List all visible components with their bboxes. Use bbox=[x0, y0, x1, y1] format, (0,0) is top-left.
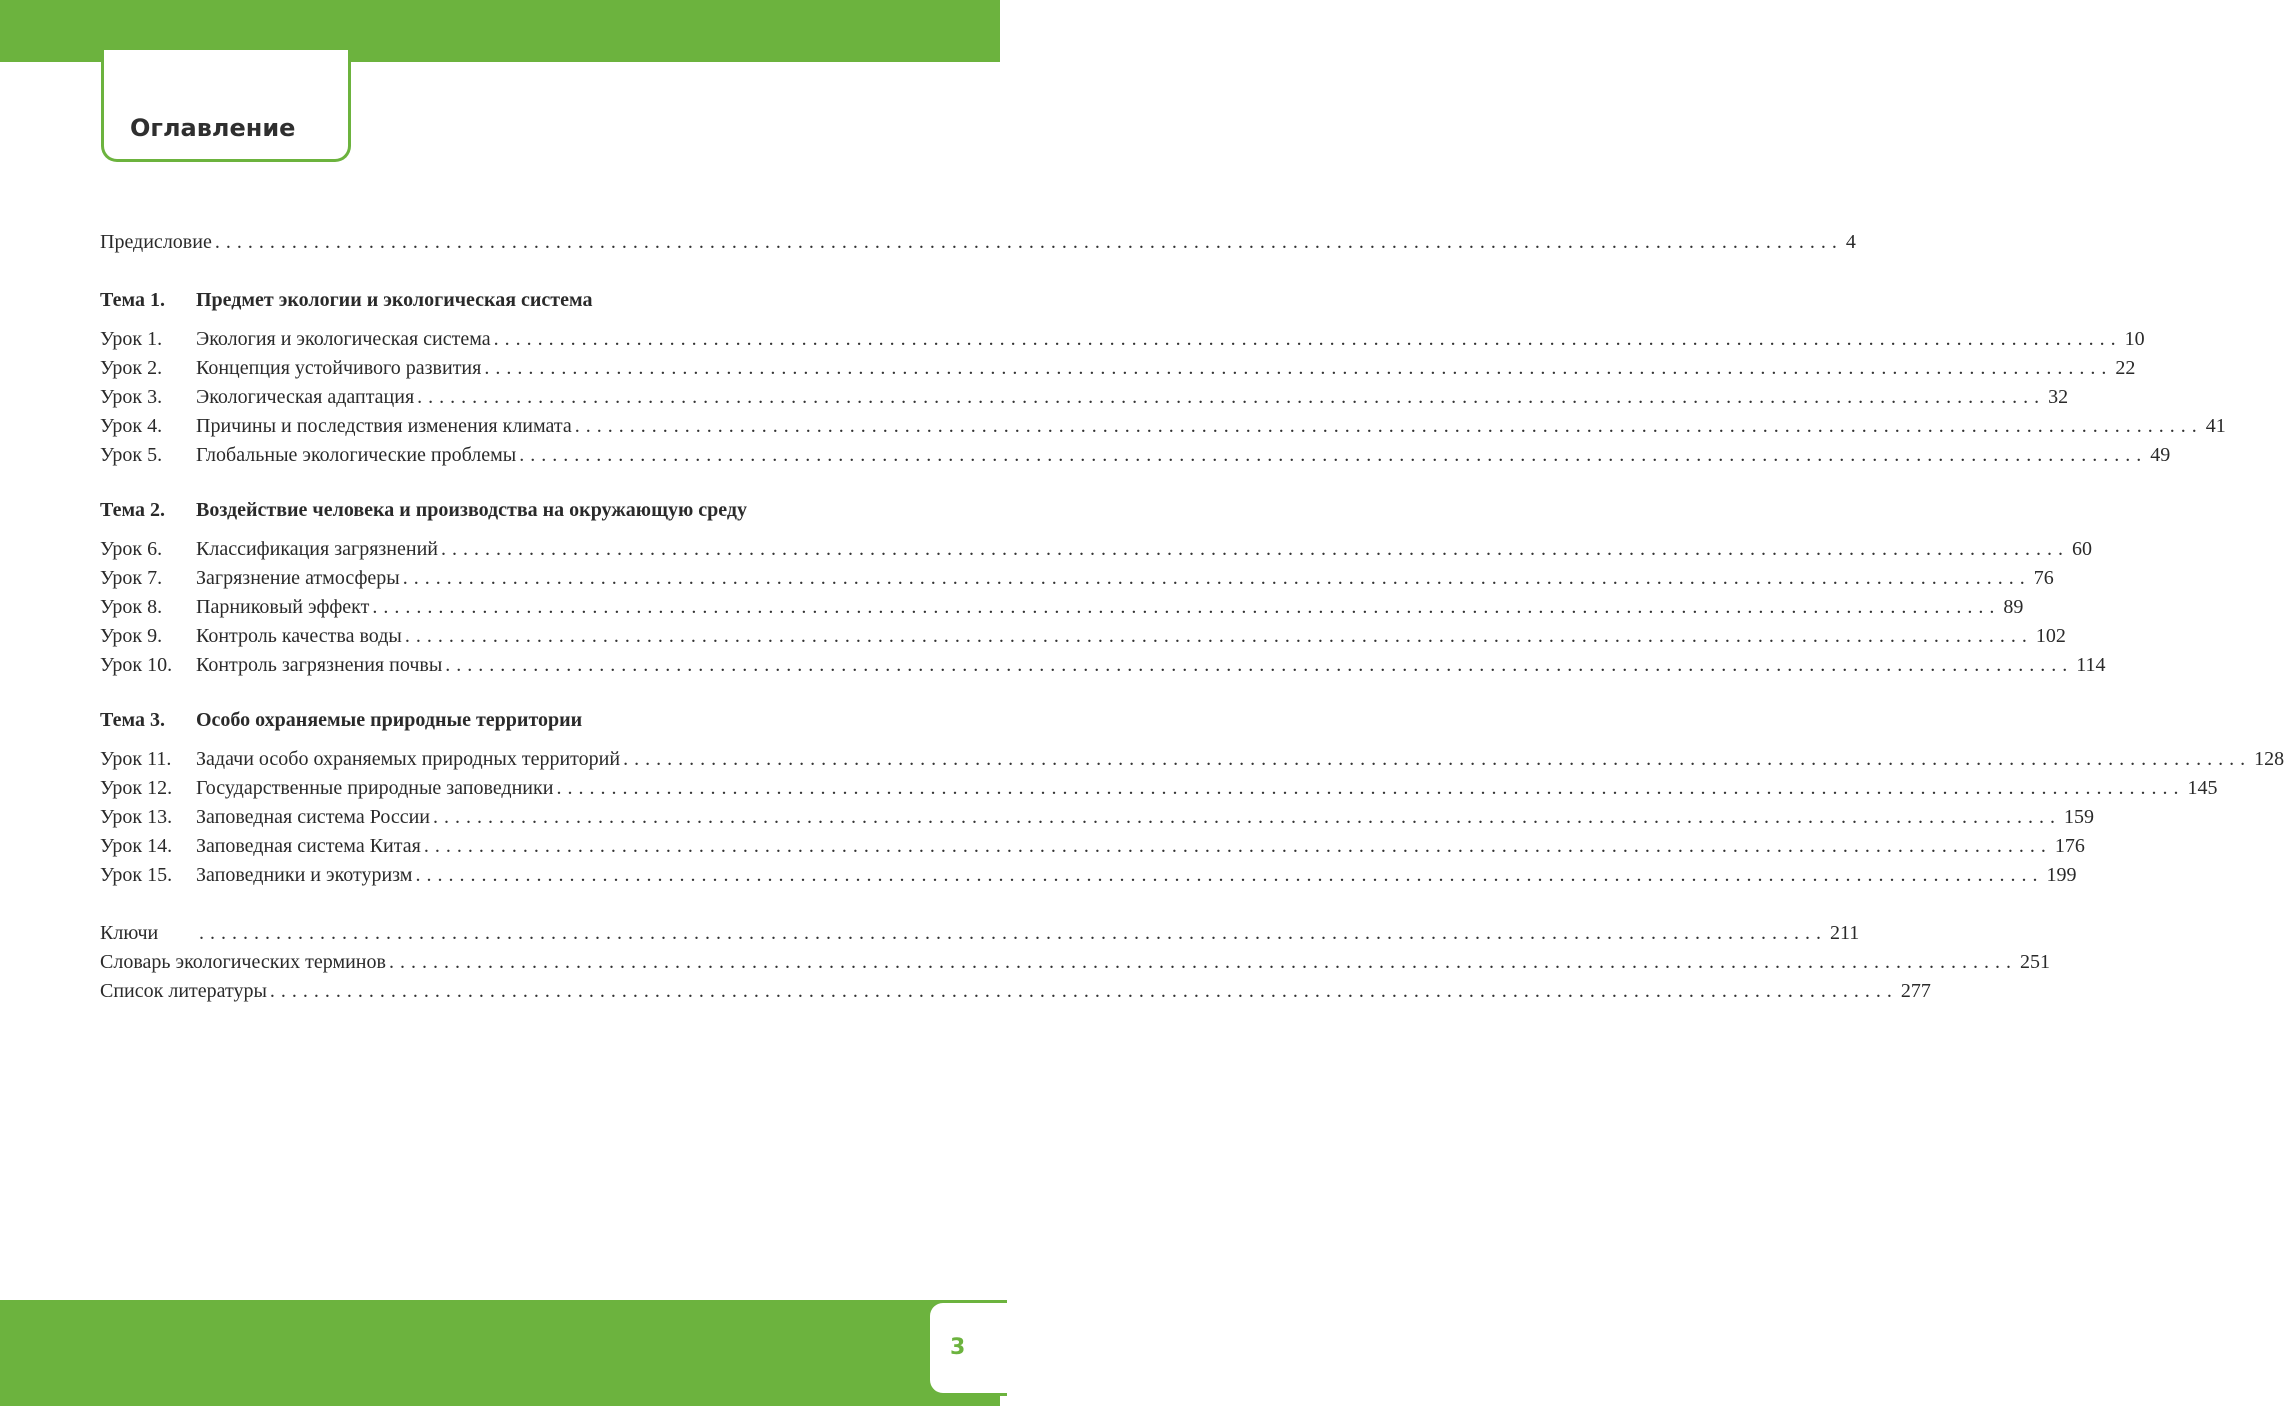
page-number: 3 bbox=[950, 1335, 966, 1360]
lesson-page: 49 bbox=[2150, 444, 2171, 466]
toc-entry-preface[interactable] bbox=[100, 228, 1856, 257]
dot-leader: .................................................................................................................................................... bbox=[269, 980, 1898, 1002]
dot-leader: .................................................................................................................................................... bbox=[493, 328, 2122, 350]
appendix-title: Ключи bbox=[100, 922, 159, 944]
toc-entry-lesson[interactable] bbox=[100, 593, 2024, 622]
lesson-number: Урок 9. bbox=[100, 625, 163, 647]
lesson-title: Экологическая адаптация bbox=[196, 386, 415, 408]
dot-leader: .................................................................................................................................................... bbox=[199, 922, 1827, 944]
page-title: Оглавление bbox=[130, 114, 296, 142]
toc-entry-appendix[interactable] bbox=[100, 919, 1860, 948]
lesson-title: Экология и экологическая система bbox=[196, 328, 491, 350]
dot-leader: .................................................................................................................................................... bbox=[404, 625, 2033, 647]
dot-leader: .................................................................................................................................................... bbox=[519, 444, 2148, 466]
lesson-number: Урок 6. bbox=[100, 538, 163, 560]
dot-leader: .................................................................................................................................................... bbox=[556, 777, 2185, 799]
lesson-page: 199 bbox=[2046, 864, 2077, 886]
toc-entry-lesson[interactable] bbox=[100, 564, 2054, 593]
dot-leader: .................................................................................................................................................... bbox=[574, 415, 2203, 437]
table-of-contents bbox=[100, 228, 2284, 1006]
lesson-page: 145 bbox=[2187, 777, 2218, 799]
lesson-title: Причины и последствия изменения климата bbox=[196, 415, 572, 437]
lesson-title: Задачи особо охраняемых природных территорий bbox=[196, 748, 621, 770]
topic-title: Особо охраняемые природные территории bbox=[196, 709, 583, 731]
page-number-tab bbox=[927, 1300, 1007, 1396]
toc-entry-lesson[interactable] bbox=[100, 745, 2284, 774]
lesson-number: Урок 12. bbox=[100, 777, 173, 799]
lesson-page: 10 bbox=[2124, 328, 2145, 350]
topic-heading[interactable] bbox=[100, 706, 930, 735]
lesson-number: Урок 4. bbox=[100, 415, 163, 437]
lesson-number: Урок 8. bbox=[100, 596, 163, 618]
lesson-title: Классификация загрязнений bbox=[196, 538, 438, 560]
lesson-number: Урок 1. bbox=[100, 328, 163, 350]
toc-entry-lesson[interactable] bbox=[100, 412, 2226, 441]
dot-leader: .................................................................................................................................................... bbox=[623, 748, 2252, 770]
lesson-page: 159 bbox=[2063, 806, 2094, 828]
lesson-title: Глобальные экологические проблемы bbox=[196, 444, 517, 466]
topic-heading[interactable] bbox=[100, 286, 930, 315]
toc-entry-lesson[interactable] bbox=[100, 622, 2066, 651]
lesson-number: Урок 14. bbox=[100, 835, 173, 857]
lesson-page: 89 bbox=[2003, 596, 2024, 618]
lesson-page: 176 bbox=[2054, 835, 2085, 857]
lesson-title: Заповедная система России bbox=[196, 806, 430, 828]
topic-number: Тема 2. bbox=[100, 499, 165, 521]
lesson-number: Урок 2. bbox=[100, 357, 163, 379]
bottom-green-bar bbox=[0, 1300, 1000, 1406]
lesson-title: Парниковый эффект bbox=[196, 596, 370, 618]
toc-entry-lesson[interactable] bbox=[100, 325, 2145, 354]
dot-leader: .................................................................................................................................................... bbox=[417, 386, 2046, 408]
toc-entry-lesson[interactable] bbox=[100, 832, 2085, 861]
topic-number: Тема 1. bbox=[100, 289, 165, 311]
toc-entry-lesson[interactable] bbox=[100, 441, 2171, 470]
topic-title: Воздействие человека и производства на окружающую среду bbox=[196, 499, 747, 521]
lesson-page: 114 bbox=[2076, 654, 2106, 676]
lesson-page: 76 bbox=[2033, 567, 2054, 589]
topic-heading[interactable] bbox=[100, 496, 930, 525]
lesson-number: Урок 15. bbox=[100, 864, 173, 886]
lesson-number: Урок 11. bbox=[100, 748, 172, 770]
lesson-title: Заповедники и экотуризм bbox=[196, 864, 413, 886]
toc-entry-lesson[interactable] bbox=[100, 803, 2094, 832]
dot-leader: .................................................................................................................................................... bbox=[484, 357, 2113, 379]
dot-leader: .................................................................................................................................................... bbox=[402, 567, 2031, 589]
lesson-number: Урок 5. bbox=[100, 444, 163, 466]
lesson-page: 128 bbox=[2254, 748, 2284, 770]
lesson-page: 102 bbox=[2035, 625, 2066, 647]
lesson-title: Заповедная система Китая bbox=[196, 835, 421, 857]
toc-entry-appendix[interactable] bbox=[100, 977, 1931, 1006]
dot-leader: .................................................................................................................................................... bbox=[432, 806, 2061, 828]
dot-leader: .................................................................................................................................................... bbox=[415, 864, 2044, 886]
lesson-number: Урок 3. bbox=[100, 386, 163, 408]
appendix-title: Словарь экологических терминов bbox=[100, 951, 386, 973]
title-tab bbox=[101, 50, 351, 162]
lesson-title: Концепция устойчивого развития bbox=[196, 357, 482, 379]
dot-leader: .................................................................................................................................................... bbox=[445, 654, 2074, 676]
lesson-page: 60 bbox=[2071, 538, 2092, 560]
appendix-page: 211 bbox=[1830, 922, 1860, 944]
appendix-title: Список литературы bbox=[100, 980, 267, 1002]
toc-entry-title: Предисловие bbox=[100, 231, 212, 253]
topic-number: Тема 3. bbox=[100, 709, 165, 731]
topic-title: Предмет экологии и экологическая система bbox=[196, 289, 593, 311]
toc-entry-page: 4 bbox=[1845, 231, 1856, 253]
lesson-number: Урок 13. bbox=[100, 806, 173, 828]
toc-entry-lesson[interactable] bbox=[100, 861, 2077, 890]
appendix-page: 251 bbox=[2019, 951, 2050, 973]
dot-leader: .................................................................................................................................................... bbox=[372, 596, 2001, 618]
lesson-title: Контроль загрязнения почвы bbox=[196, 654, 443, 676]
toc-entry-appendix[interactable] bbox=[100, 948, 2050, 977]
dot-leader: .................................................................................................................................................... bbox=[214, 231, 1843, 253]
lesson-title: Контроль качества воды bbox=[196, 625, 402, 647]
appendix-page: 277 bbox=[1900, 980, 1931, 1002]
dot-leader: .................................................................................................................................................... bbox=[388, 951, 2017, 973]
lesson-number: Урок 10. bbox=[100, 654, 173, 676]
lesson-title: Загрязнение атмосферы bbox=[196, 567, 400, 589]
lesson-title: Государственные природные заповедники bbox=[196, 777, 554, 799]
toc-entry-lesson[interactable] bbox=[100, 383, 2069, 412]
lesson-page: 32 bbox=[2048, 386, 2069, 408]
lesson-page: 22 bbox=[2115, 357, 2136, 379]
lesson-page: 41 bbox=[2205, 415, 2226, 437]
toc-entry-lesson[interactable] bbox=[100, 535, 2092, 564]
dot-leader: .................................................................................................................................................... bbox=[423, 835, 2052, 857]
toc-entry-lesson[interactable] bbox=[100, 774, 2218, 803]
lesson-number: Урок 7. bbox=[100, 567, 163, 589]
toc-entry-lesson[interactable] bbox=[100, 651, 2106, 680]
toc-entry-lesson[interactable] bbox=[100, 354, 2136, 383]
dot-leader: .................................................................................................................................................... bbox=[440, 538, 2069, 560]
